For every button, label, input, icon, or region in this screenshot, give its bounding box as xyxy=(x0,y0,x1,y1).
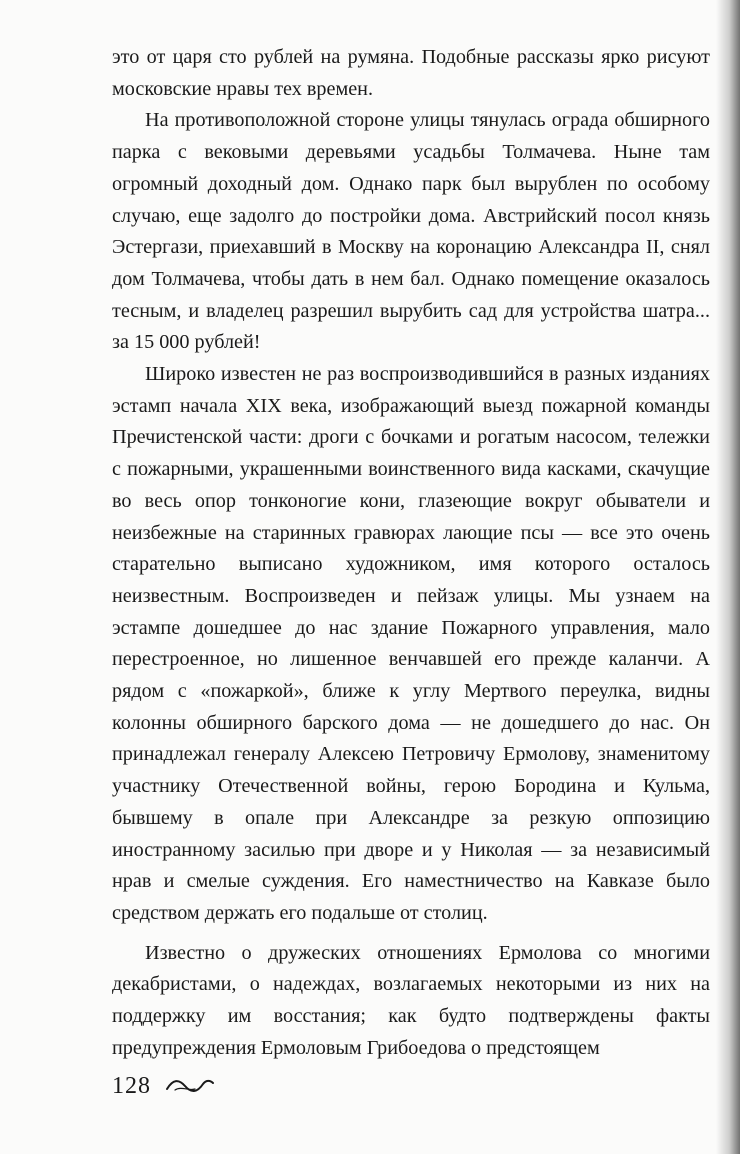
body-text xyxy=(112,42,710,1065)
paragraph-3: Широко известен не раз воспроизводившийся в разных изданиях эстамп начала XIX века, изображающий выезд пожарной команды Пречистенской части: дроги с бочками и рогатым насосом, тележки с пожарными, украшенными воинственного вида касками, скачущие во весь опор тонконогие кони, глазеющие вокруг обыватели и неизбежные на старинных гравюрах лающие псы — все это очень старательно выписано художником, имя которого осталось неизвестным. Воспроизведен и пейзаж улицы. Мы узнаем на эстампе дошедшее до нас здание Пожарного управления, мало перестроенное, но лишенное венчавшей его прежде каланчи. А рядом с «пожаркой», ближе к углу Мертвого переулка, видны колонны обширного барского дома — не дошедшего до нас. Он принадлежал генералу Алексею Петровичу Ермолову, знаменитому участнику Отечественной войны, герою Бородина и Кульма, бывшему в опале при Александре за резкую оппозицию иностранному засилью при дворе и у Николая — за независимый нрав и смелые суждения. Его наместничество на Кавказе было средством держать его подальше от столиц. xyxy=(112,363,710,924)
swash-ornament-icon xyxy=(165,1077,215,1095)
page-number: 128 xyxy=(112,1072,151,1099)
spine-shadow xyxy=(716,0,740,1154)
paragraph-2: На противоположной стороне улицы тянулась ограда обширного парка с вековыми деревьями усадьбы Толмачева. Ныне там огромный доходный дом. Однако парк был вырублен по особому случаю, еще задолго до постройки дома. Австрийский посол князь Эстергази, приехавший в Москву на коронацию Александра II, снял дом Толмачева, чтобы дать в нем бал. Однако помещение оказалось тесным, и владелец разрешил вырубить сад для устройства шатра... за 15 000 рублей! xyxy=(112,109,710,354)
paragraph-1: это от царя сто рублей на румяна. Подобные рассказы ярко рисуют московские нравы тех времен. xyxy=(112,46,710,100)
paragraph-4: Известно о дружеских отношениях Ермолова со многими декабристами, о надеждах, возлагаемых некоторыми из них на поддержку им восстания; как будто подтверждены факты предупреждения Ермоловым Грибоедова о предстоящем xyxy=(112,941,710,1059)
page-footer xyxy=(112,1066,215,1106)
